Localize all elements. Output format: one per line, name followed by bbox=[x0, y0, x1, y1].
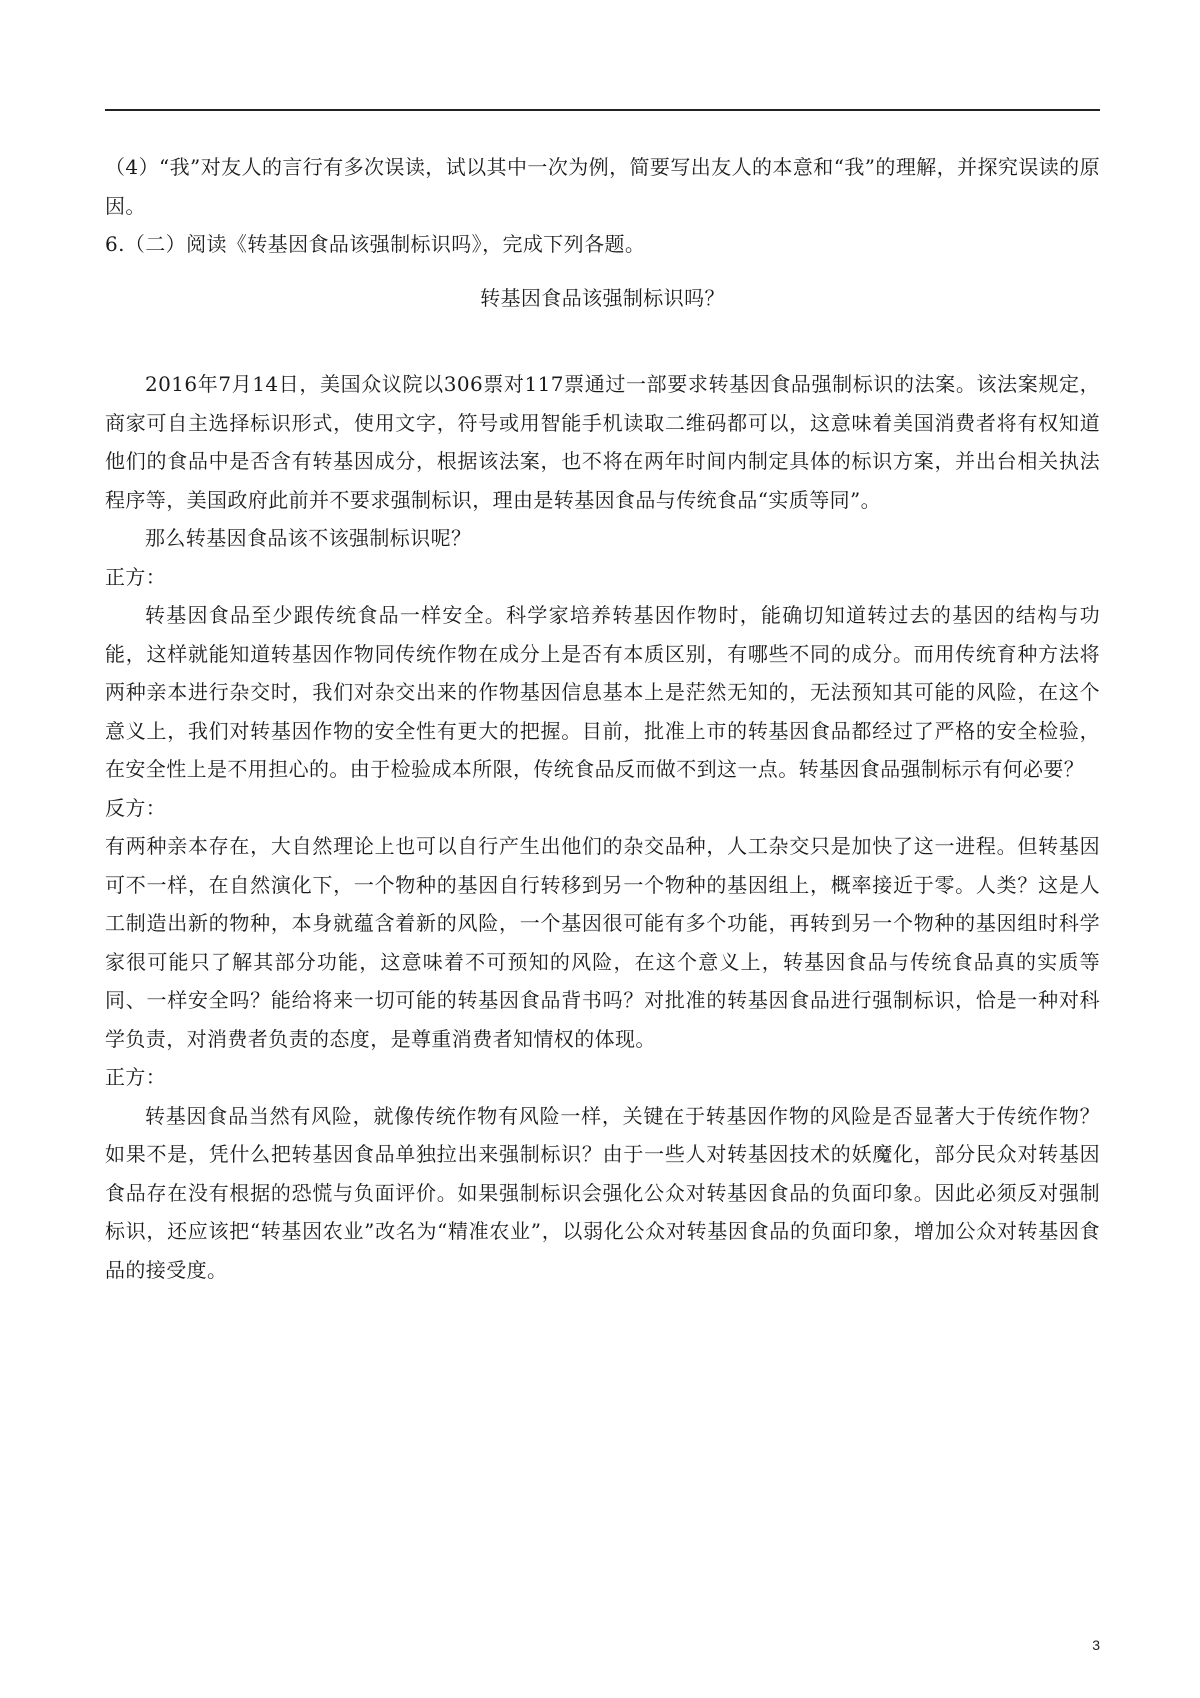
article-title: 转基因食品该强制标识吗？ bbox=[480, 285, 725, 310]
question-6-intro: 6.（二）阅读《转基因食品该强制标识吗》，完成下列各题。 bbox=[105, 232, 646, 256]
header-rule bbox=[105, 109, 1100, 111]
article-intro-paragraph: 2016年7月14日，美国众议院以306票对117票通过一部要求转基因食品强制标识的法案。该法案规定，商家可自主选择标识形式，使用文字，符号或用智能手机读取二维码都可以，这意味着美国消费者将有权知道他们的食品中是否含有转基因成分，根据该法案，也不将在两年时间内制定具体的标识方案，并出台相关执法程序等，美国政府此前并不要求强制标识，理由是转基因食品与传统食品“实质等同”。 bbox=[105, 372, 1100, 512]
pro-paragraph-1: 转基因食品至少跟传统食品一样安全。科学家培养转基因作物时，能确切知道转过去的基因的结构与功能，这样就能知道转基因作物同传统作物在成分上是否有本质区别，有哪些不同的成分。而用传统育种方法将两种亲本进行杂交时，我们对杂交出来的作物基因信息基本上是茫然无知的，无法预知其可能的风险，在这个意义上，我们对转基因作物的安全性有更大的把握。目前，批准上市的转基因食品都经过了严格的安全检验，在安全性上是不用担心的。由于检验成本所限，传统食品反而做不到这一点。转基因食品强制标示有何必要？ bbox=[105, 603, 1100, 781]
question-4-text: （4）“我”对友人的言行有多次误读，试以其中一次为例，简要写出友人的本意和“我”的理解，并探究误读的原因。 bbox=[105, 155, 1100, 218]
document-body bbox=[105, 148, 1100, 1289]
con-paragraph: 有两种亲本存在，大自然理论上也可以自行产生出他们的杂交品种，人工杂交只是加快了这一进程。但转基因可不一样，在自然演化下，一个物种的基因自行转移到另一个物种的基因组上，概率接近于零。人类？这是人工制造出新的物种，本身就蕴含着新的风险，一个基因很可能有多个功能，再转到另一个物种的基因组时科学家很可能只了解其部分功能，这意味着不可预知的风险，在这个意义上，转基因食品与传统食品真的实质等同、一样安全吗？能给将来一切可能的转基因食品背书吗？对批准的转基因食品进行强制标识，恰是一种对科学负责，对消费者负责的态度，是尊重消费者知情权的体现。 bbox=[105, 834, 1100, 1051]
article-question-paragraph: 那么转基因食品该不该强制标识呢？ bbox=[145, 526, 472, 550]
pro-label-2: 正方： bbox=[105, 1065, 167, 1089]
pro-paragraph-2: 转基因食品当然有风险，就像传统作物有风险一样，关键在于转基因作物的风险是否显著大于传统作物？如果不是，凭什么把转基因食品单独拉出来强制标识？由于一些人对转基因技术的妖魔化，部分民众对转基因食品存在没有根据的恐慌与负面评价。如果强制标识会强化公众对转基因食品的负面印象。因此必须反对强制标识，还应该把“转基因农业”改名为“精准农业”，以弱化公众对转基因食品的负面印象，增加公众对转基因食品的接受度。 bbox=[105, 1103, 1100, 1282]
pro-label-1: 正方： bbox=[105, 564, 167, 589]
con-label: 反方： bbox=[105, 795, 167, 820]
page-number: 3 bbox=[1092, 1637, 1100, 1653]
